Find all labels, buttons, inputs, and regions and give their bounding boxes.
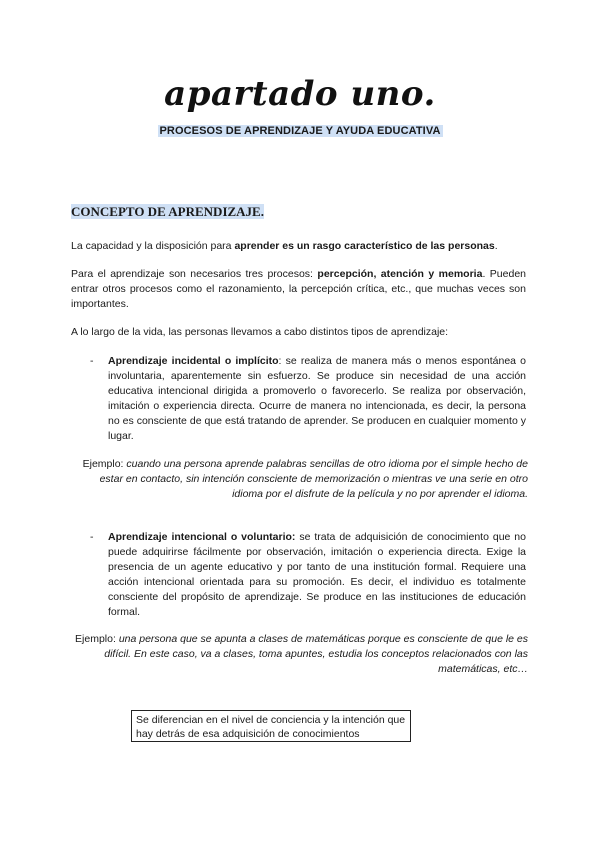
example-label: Ejemplo: bbox=[75, 633, 119, 645]
bullet-item-incidental bbox=[90, 354, 526, 444]
example-text: una persona que se apunta a clases de matemáticas porque es consciente de que le es difícil. En este caso, va a clases, toma apuntes, estudia los conceptos relacionados con las matemáticas, etc… bbox=[104, 633, 528, 675]
section-heading-text: CONCEPTO DE APRENDIZAJE. bbox=[71, 204, 264, 219]
bullet-text bbox=[108, 354, 526, 444]
paragraph-2-before: Para el aprendizaje son necesarios tres procesos: bbox=[71, 268, 318, 280]
bullet-title: Aprendizaje incidental o implícito bbox=[108, 355, 279, 367]
bullet-body: se trata de adquisición de conocimiento que no puede adquirirse fácilmente por observación, imitación o experiencia directa. Exige la presencia de un agente educativo y por tanto de una institución formal. Requiere una acción intencional orientada para su promoción. Es decir, el individuo es totalmente consciente del propósito de aprendizaje. Se produce en las instituciones de educación formal. bbox=[108, 531, 526, 618]
section-heading bbox=[71, 204, 264, 220]
paragraph-1-before: La capacidad y la disposición para bbox=[71, 240, 235, 252]
page-title: apartado uno. bbox=[164, 74, 436, 114]
summary-note-box: Se diferencian en el nivel de conciencia y la intención que hay detrás de esa adquisición de conocimientos bbox=[131, 710, 411, 742]
paragraph-3: A lo largo de la vida, las personas llevamos a cabo distintos tipos de aprendizaje: bbox=[71, 326, 449, 338]
paragraph-1-bold: aprender es un rasgo característico de las personas bbox=[234, 240, 495, 252]
bullet-item-intencional bbox=[90, 530, 526, 620]
paragraph-2-after: . Pueden entrar otros procesos como el razonamiento, la percepción crítica, etc., que muchas veces son importantes. bbox=[71, 268, 527, 310]
bullet-text bbox=[108, 530, 526, 620]
paragraph-2-bold: percepción, atención y memoria bbox=[317, 268, 483, 280]
example-label: Ejemplo: bbox=[82, 458, 127, 470]
page-subtitle: PROCESOS DE APRENDIZAJE Y AYUDA EDUCATIVA bbox=[159, 125, 441, 137]
bullet-title: Aprendizaje intencional o voluntario: bbox=[108, 531, 296, 543]
paragraph-1-after: . bbox=[494, 240, 498, 252]
example-1 bbox=[71, 457, 528, 502]
paragraph-2 bbox=[71, 267, 526, 312]
bullet-dash: - bbox=[90, 531, 94, 543]
bullet-dash: - bbox=[90, 355, 94, 367]
bullet-body: : se realiza de manera más o menos espontánea o involuntaria, aparentemente sin esfuerzo. Se produce sin necesidad de una acción educativa intencional dirigida a promoverlo o favorecerlo. Se realiza por observación, imitación o experiencia directa. Ocurre de manera no intencionada, es decir, la persona no es consciente de que está tratando de aprender. Se producen en cualquier momento y lugar. bbox=[108, 355, 526, 442]
example-2 bbox=[71, 632, 528, 677]
example-text: cuando una persona aprende palabras sencillas de otro idioma por el simple hecho de estar en contacto, sin intención consciente de memorización o mientras ve una serie en otro idioma por el disfrute de la película y no por aprender el idioma. bbox=[99, 458, 528, 500]
paragraph-1 bbox=[71, 239, 526, 254]
subtitle-wrapper bbox=[0, 121, 600, 139]
